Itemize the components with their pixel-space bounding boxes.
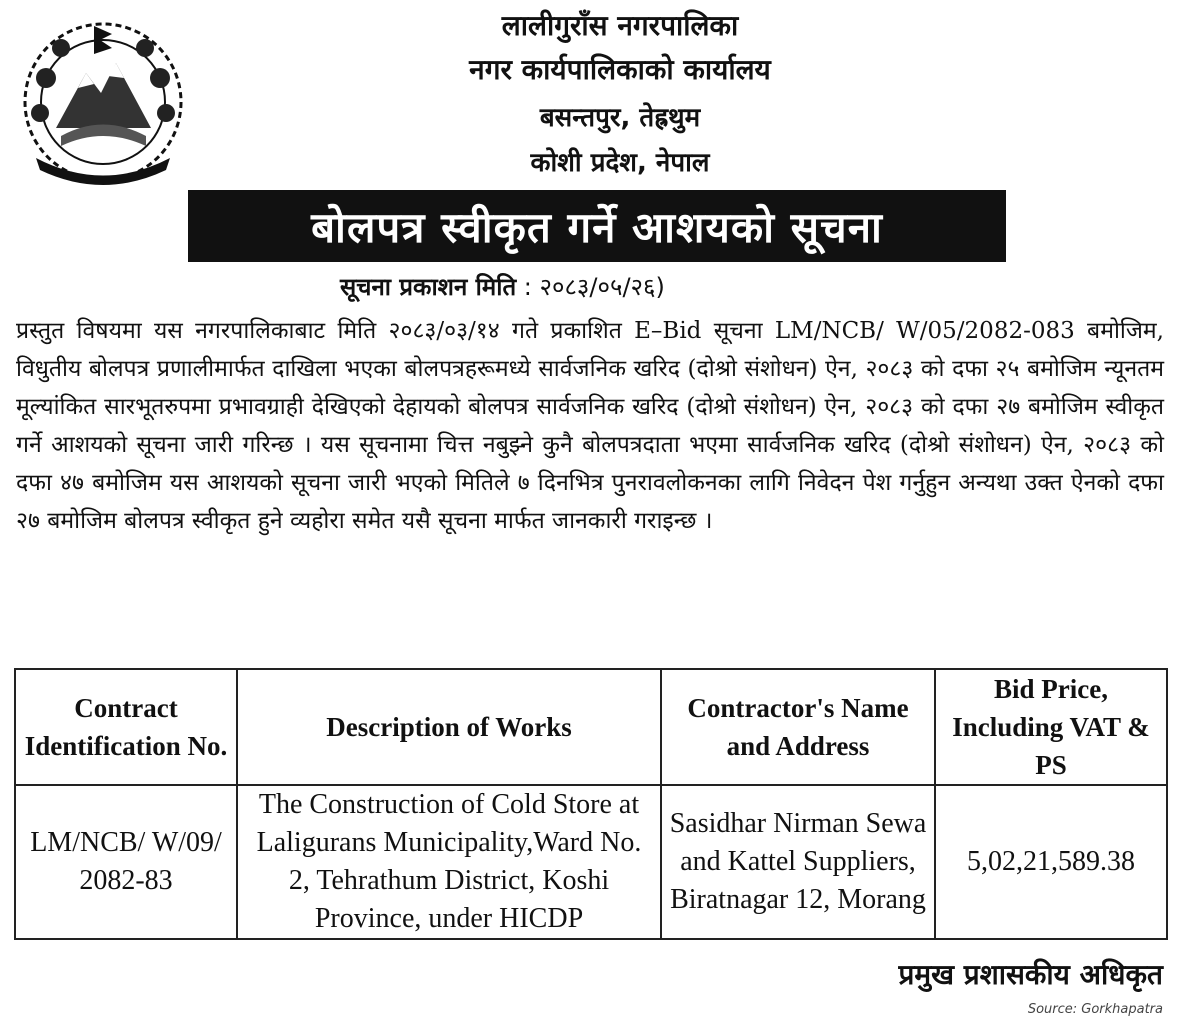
header-contract-id: Contract Identification No. (15, 669, 237, 785)
cell-contractor: Sasidhar Nirman Sewa and Kattel Suppliers, Biratnagar 12, Morang (661, 785, 935, 939)
cell-description: The Construction of Cold Store at Laligurans Municipality,Ward No. 2, Tehrathum District, Koshi Province, under HICDP (237, 785, 661, 939)
office-address: बसन्तपुर, तेह्रथुम (539, 103, 701, 133)
header-price: Bid Price, Including VAT & PS (935, 669, 1167, 785)
signatory-title: प्रमुख प्रशासकीय अधिकृत (898, 958, 1163, 991)
cell-price: 5,02,21,589.38 (935, 785, 1167, 939)
notice-body: प्रस्तुत विषयमा यस नगरपालिकाबाट मिति २०८३/०३/१४ गते प्रकाशित E–Bid सूचना LM/NCB/ W/05/2082-083 बमोजिम, विधुतीय बोलपत्र प्रणालीमार्फत दाखिला भएका बोलपत्रहरूमध्ये सार्वजनिक खरिद (दोश्रो संशोधन) ऐन, २०८३ को दफा २५ बमोजिम न्यूनतम मूल्यांकित सारभूतरुपमा प्रभावग्राही देखिएको देहायको बोलपत्र सार्वजनिक खरिद (दोश्रो संशोधन) ऐन, २०८३ को दफा २७ बमोजिम स्वीकृत गर्ने आशयको सूचना जारी गरिन्छ । यस सूचनामा चित्त नबुझ्ने कुनै बोलपत्रदाता भएमा सार्वजनिक खरिद (दोश्रो संशोधन) ऐन, २०८३ को दफा ४७ बमोजिम यस आशयको सूचना जारी भएको मितिले ७ दिनभित्र पुनरावलोकनका लागि निवेदन पेश गर्नुहुन अन्यथा उक्त ऐनको दफा २७ बमोजिम बोलपत्र स्वीकृत हुने व्यहोरा समेत यसै सूचना मार्फत जानकारी गराइन्छ । (16, 318, 1164, 534)
publication-date-value: : २०८३/०५/२६) (523, 273, 665, 301)
table-header-row (15, 669, 1167, 785)
cell-contract-id: LM/NCB/ W/09/ 2082-83 (15, 785, 237, 939)
table-row (15, 785, 1167, 939)
province-country: कोशी प्रदेश, नेपाल (530, 148, 710, 178)
publication-date-label: सूचना प्रकाशन मिति (340, 273, 517, 301)
office-name: नगर कार्यपालिकाको कार्यालय (469, 53, 771, 86)
header-description: Description of Works (237, 669, 661, 785)
municipality-name: लालीगुराँस नगरपालिका (501, 9, 739, 42)
header-contractor: Contractor's Name and Address (661, 669, 935, 785)
source-credit: Source: Gorkhapatra (1027, 1002, 1163, 1017)
publication-date (340, 270, 665, 303)
notice-title-banner: बोलपत्र स्वीकृत गर्ने आशयको सूचना (188, 190, 1006, 262)
nepal-emblem-icon (16, 18, 190, 186)
contract-table (14, 668, 1168, 940)
